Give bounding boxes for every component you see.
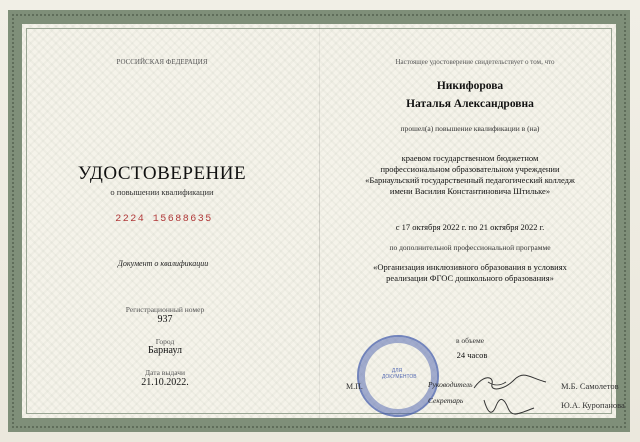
date-value: 21.10.2022. [141, 377, 189, 388]
secretary-name: Ю.А. Куропанова [561, 400, 625, 410]
certify-header: Настоящее удостоверение свидетельствует о том, что [395, 58, 555, 66]
head-name: М.Б. Самолетов [561, 381, 619, 391]
registration-label: Регистрационный номер [125, 305, 205, 314]
city-label: Город [155, 337, 175, 346]
org-line-3: «Барнаульский государственный педагогический колледж [365, 175, 575, 185]
certificate-title: УДОСТОВЕРЕНИЕ [77, 163, 247, 184]
secretary-signature [478, 396, 538, 418]
program-label: по дополнительной профессиональной программе [389, 243, 551, 252]
surname: Никифорова [436, 80, 504, 92]
certificate-number: 2224 15688635 [115, 214, 213, 225]
head-signature [470, 372, 550, 394]
secretary-label: Секретарь [428, 396, 464, 405]
org-line-4: имени Василия Константиновича Штильке» [389, 186, 551, 196]
training-period: с 17 октября 2022 г. по 21 октября 2022 г. [395, 222, 545, 232]
org-line-2: профессиональном образовательном учреждении [380, 164, 560, 174]
volume-value: 24 часов [456, 350, 488, 360]
country-label: РОССИЙСКАЯ ФЕДЕРАЦИЯ [116, 58, 208, 66]
stamp-label: ДЛЯ ДОКУМЕНТОВ [382, 368, 417, 380]
center-fold [319, 24, 320, 418]
given-names: Наталья Александровна [406, 98, 534, 110]
program-line-1: «Организация инклюзивного образования в условиях [373, 262, 567, 272]
date-label: Дата выдачи [144, 368, 186, 377]
city-value: Барнаул [147, 345, 183, 356]
document-type: Документ о квалификации [117, 259, 209, 268]
passed-text: прошел(а) повышение квалификации в (на) [400, 124, 540, 133]
org-line-1: краевом государственном бюджетном [401, 153, 539, 163]
volume-label: в объеме [455, 336, 485, 345]
registration-value: 937 [157, 314, 173, 325]
head-label: Руководитель [428, 380, 473, 389]
mp-label: М.П. [346, 382, 363, 391]
certificate-subtitle: о повышении квалификации [110, 187, 214, 197]
program-line-2: реализации ФГОС дошкольного образования» [386, 273, 554, 283]
